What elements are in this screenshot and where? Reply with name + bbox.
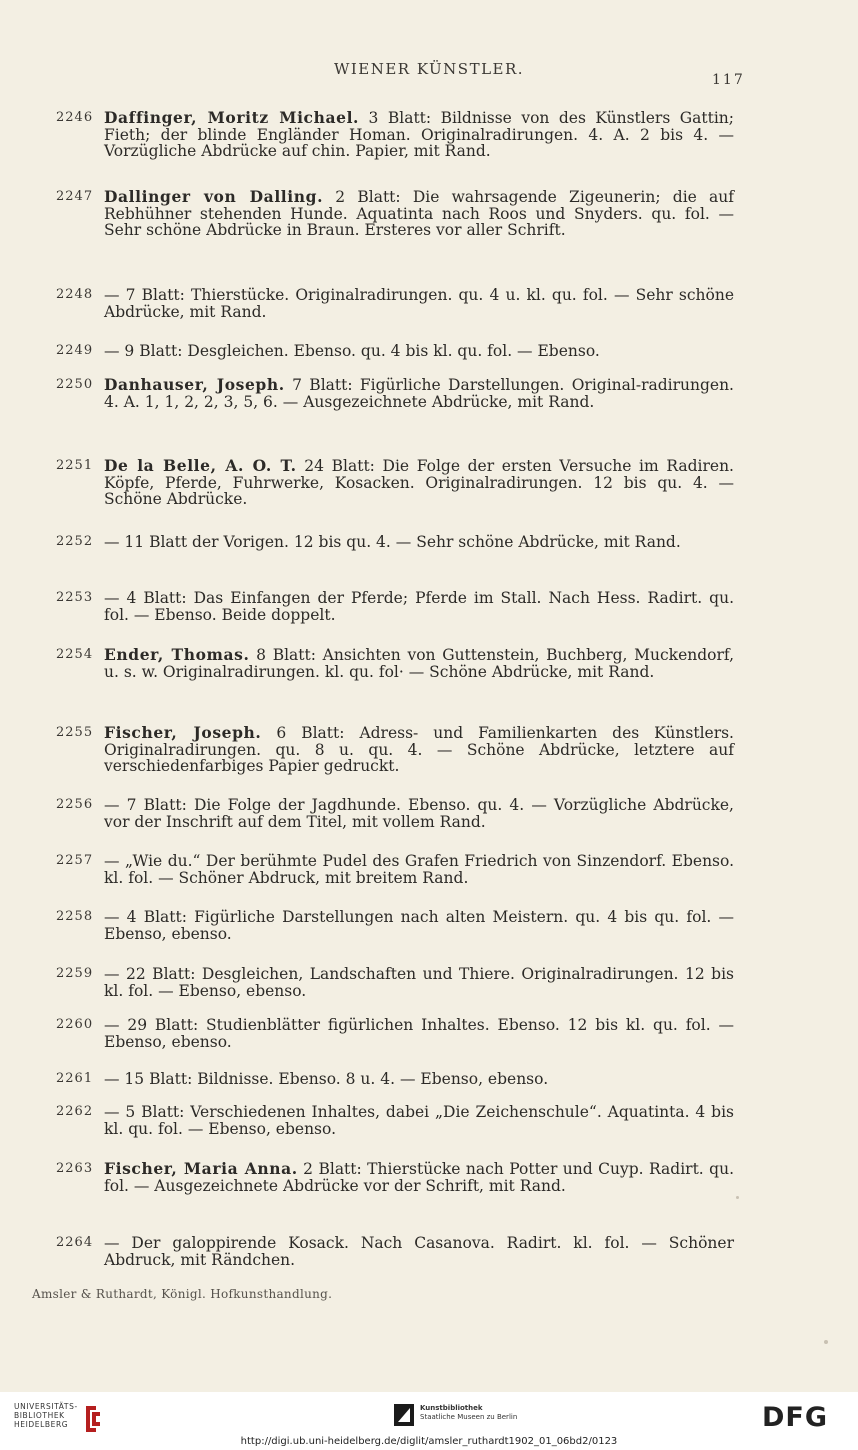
library-name-line: BIBLIOTHEK — [14, 1411, 65, 1420]
kunstbibliothek-logo[interactable] — [394, 1404, 594, 1430]
catalogue-entry — [56, 853, 756, 886]
artist-name: Fischer, Maria Anna. — [104, 1159, 298, 1178]
catalogue-entry — [56, 110, 756, 160]
digitization-footer — [0, 1392, 858, 1450]
kunstbibliothek-subtitle: Staatliche Museen zu Berlin — [420, 1413, 518, 1421]
catalogue-entry — [56, 287, 756, 320]
publisher-imprint: Amsler & Ruthardt, Königl. Hofkunsthandlung. — [32, 1287, 333, 1301]
artist-name: Dallinger von Dalling. — [104, 187, 324, 206]
lot-number: 2253 — [56, 590, 94, 605]
catalogue-entry — [56, 534, 756, 551]
catalogue-entry — [56, 647, 756, 680]
catalogue-entry — [56, 1017, 756, 1050]
entry-text: — 15 Blatt: Bildnisse. Ebenso. 8 u. 4. — Ebenso, ebenso. — [104, 1070, 549, 1088]
library-name-line: UNIVERSITÄTS- — [14, 1402, 78, 1411]
entry-text: — 9 Blatt: Desgleichen. Ebenso. qu. 4 bis kl. qu. fol. — Ebenso. — [104, 342, 600, 360]
artist-name: Daffinger, Moritz Michael. — [104, 108, 360, 127]
lot-number: 2247 — [56, 189, 94, 204]
artist-name: Fischer, Joseph. — [104, 723, 262, 742]
dfg-logo[interactable]: DFG — [762, 1402, 829, 1433]
catalogue-entry — [56, 1161, 756, 1194]
entry-text: — 29 Blatt: Studienblätter figürlichen Inhaltes. Ebenso. 12 bis kl. qu. fol. — Ebenso, ebenso. — [104, 1016, 734, 1051]
library-name-line: HEIDELBERG — [14, 1420, 69, 1429]
catalogue-entry — [56, 966, 756, 999]
entry-text: — 7 Blatt: Die Folge der Jagdhunde. Ebenso. qu. 4. — Vorzügliche Abdrücke, vor der Inschrift auf dem Titel, mit vollem Rand. — [104, 796, 734, 831]
kunstbibliothek-text — [420, 1404, 517, 1422]
kunstbibliothek-title: Kunstbibliothek — [420, 1404, 483, 1412]
lot-number: 2261 — [56, 1071, 94, 1086]
entry-text: 7 Blatt: Figürliche Darstellungen. Original-radirungen. 4. A. 1, 1, 2, 2, 3, 5, 6. — Ausgezeichnete Abdrücke, mit Rand. — [104, 376, 734, 411]
lot-number: 2251 — [56, 458, 94, 473]
catalogue-entry — [56, 797, 756, 830]
lot-number: 2263 — [56, 1161, 94, 1176]
lot-number: 2250 — [56, 377, 94, 392]
catalogue-entry — [56, 1071, 756, 1088]
entry-text: — „Wie du.“ Der berühmte Pudel des Grafen Friedrich von Sinzendorf. Ebenso. kl. fol. — Schöner Abdruck, mit breitem Rand. — [104, 852, 734, 887]
entry-text: — 22 Blatt: Desgleichen, Landschaften und Thiere. Originalradirungen. 12 bis kl. fol. — Ebenso, ebenso. — [104, 965, 734, 1000]
entry-text: 2 Blatt: Thierstücke nach Potter und Cuyp. Radirt. qu. fol. — Ausgezeichnete Abdrücke vor der Schrift, mit Rand. — [104, 1160, 734, 1195]
entry-text: — Der galoppirende Kosack. Nach Casanova. Radirt. kl. fol. — Schöner Abdruck, mit Rändchen. — [104, 1234, 734, 1269]
catalogue-entry — [56, 377, 756, 410]
lot-number: 2264 — [56, 1235, 94, 1250]
artist-name: Danhauser, Joseph. — [104, 375, 285, 394]
artist-name: De la Belle, A. O. T. — [104, 456, 297, 475]
lot-number: 2255 — [56, 725, 94, 740]
entry-text: 24 Blatt: Die Folge der ersten Versuche im Radiren. Köpfe, Pferde, Fuhrwerke, Kosacken. Originalradirungen. 12 bis qu. 4. — Schöne Abdrücke. — [104, 457, 734, 508]
paper-speck — [736, 1196, 739, 1199]
catalogue-entry — [56, 458, 756, 508]
lot-number: 2254 — [56, 647, 94, 662]
lot-number: 2260 — [56, 1017, 94, 1032]
lot-number: 2249 — [56, 343, 94, 358]
entry-text: 6 Blatt: Adress- und Familienkarten des Künstlers. Originalradirungen. qu. 8 u. qu. 4. — Schöne Abdrücke, letztere auf verschiedenfarbiges Papier gedruckt. — [104, 724, 734, 775]
lot-number: 2258 — [56, 909, 94, 924]
entry-text: 3 Blatt: Bildnisse von des Künstlers Gattin; Fieth; der blinde Engländer Homan. Originalradirungen. 4. A. 2 bis 4. — Vorzügliche Abdrücke auf chin. Papier, mit Rand. — [104, 109, 734, 160]
catalogue-entry — [56, 189, 756, 239]
entry-text: — 11 Blatt der Vorigen. 12 bis qu. 4. — Sehr schöne Abdrücke, mit Rand. — [104, 533, 681, 551]
catalogue-entry — [56, 590, 756, 623]
entry-text: — 4 Blatt: Das Einfangen der Pferde; Pferde im Stall. Nach Hess. Radirt. qu. fol. — Ebenso. Beide doppelt. — [104, 589, 734, 624]
library-name — [14, 1402, 78, 1429]
entry-text: — 5 Blatt: Verschiedenen Inhaltes, dabei „Die Zeichenschule“. Aquatinta. 4 bis kl. qu. fol. — Ebenso, ebenso. — [104, 1103, 734, 1138]
lot-number: 2248 — [56, 287, 94, 302]
lot-number: 2262 — [56, 1104, 94, 1119]
lot-number: 2259 — [56, 966, 94, 981]
artist-name: Ender, Thomas. — [104, 645, 250, 664]
paper-speck — [824, 1340, 828, 1344]
catalogue-entry — [56, 1104, 756, 1137]
catalogue-entry — [56, 909, 756, 942]
running-head: WIENER KÜNSTLER. — [333, 60, 525, 78]
entry-text: — 7 Blatt: Thierstücke. Originalradirungen. qu. 4 u. kl. qu. fol. — Sehr schöne Abdrücke, mit Rand. — [104, 286, 734, 321]
entry-text: 2 Blatt: Die wahrsagende Zigeunerin; die auf Rebhühner stehenden Hunde. Aquatinta nach Roos und Snyders. qu. fol. — Sehr schöne Abdrücke in Braun. Ersteres vor aller Schrift. — [104, 188, 734, 239]
lot-number: 2257 — [56, 853, 94, 868]
entry-text: 8 Blatt: Ansichten von Guttenstein, Buchberg, Muckendorf, u. s. w. Originalradirungen. kl. qu. fol· — Schöne Abdrücke, mit Rand. — [104, 646, 734, 681]
lot-number: 2246 — [56, 110, 94, 125]
lot-number: 2252 — [56, 534, 94, 549]
lot-number: 2256 — [56, 797, 94, 812]
entry-text: — 4 Blatt: Figürliche Darstellungen nach alten Meistern. qu. 4 bis qu. fol. — Ebenso, ebenso. — [104, 908, 734, 943]
catalogue-entry — [56, 1235, 756, 1268]
catalogue-entry — [56, 343, 756, 360]
page-number: 117 — [712, 72, 745, 88]
heidelberg-library-logo[interactable] — [14, 1402, 114, 1438]
kunstbibliothek-emblem-icon — [394, 1404, 414, 1426]
library-emblem-icon — [80, 1404, 102, 1434]
catalogue-entry — [56, 725, 756, 775]
source-url-link[interactable]: http://digi.ub.uni-heidelberg.de/diglit/amsler_ruthardt1902_01_06bd2/0123 — [240, 1436, 618, 1447]
